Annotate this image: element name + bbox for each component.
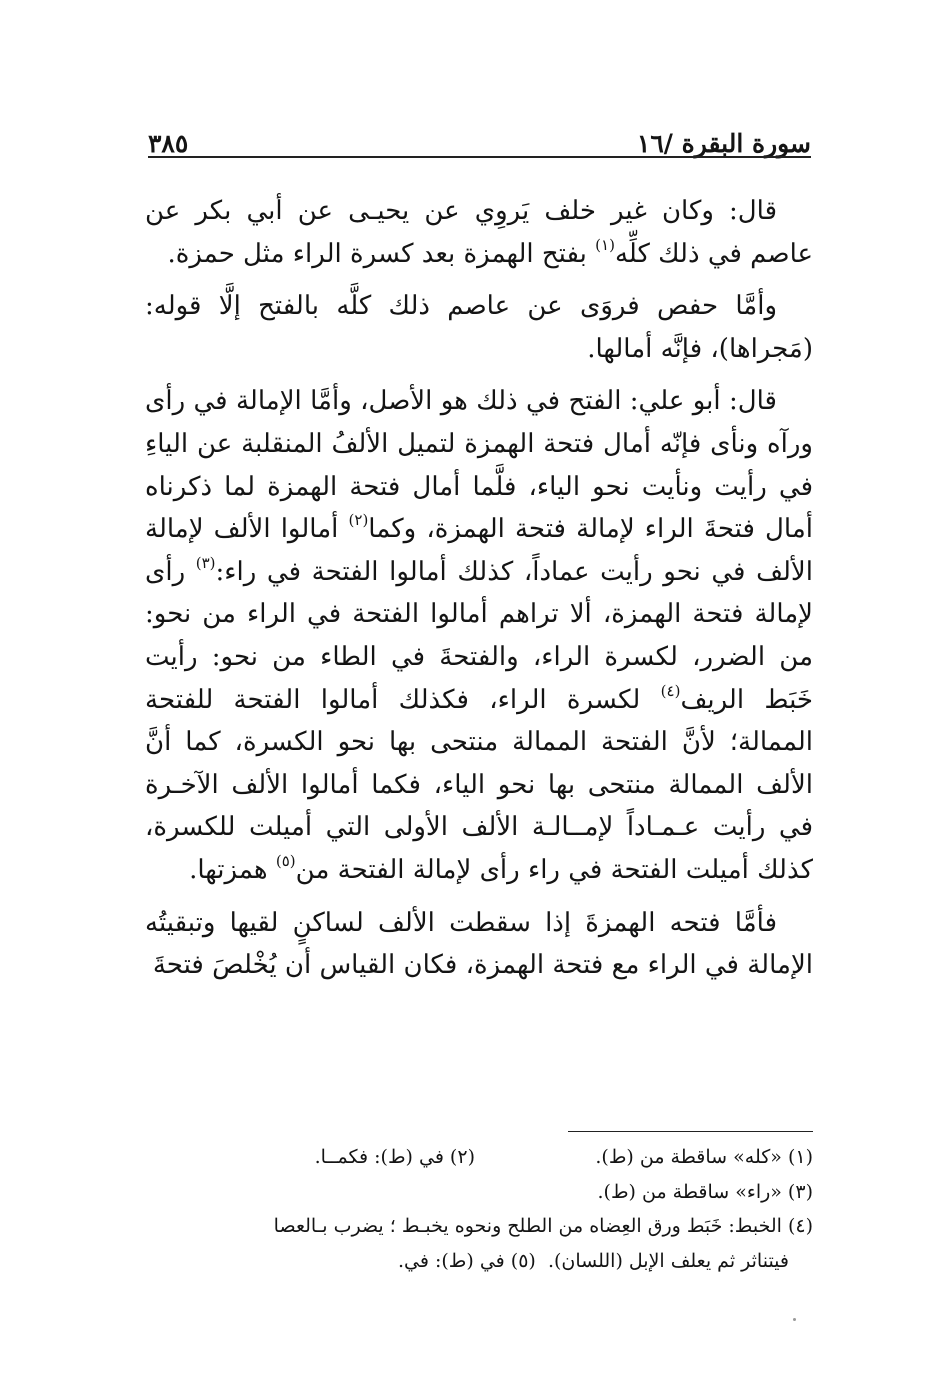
footnote-ref-3: (٣) [195,553,216,572]
footnote-ref-1: (١) [595,235,615,254]
paragraph-4-text: فأمَّا فتحه الهمزةَ إذا سقطت الألف لساكنٍ لقيها وتبقيتُه الإمالة في الراء مع فتحة الهمزة، فكان القياس أن يُخْلصَ فتحةَ [145,907,813,981]
footnote-4-line-2 [140,1244,813,1279]
footnote-3: (٣) «راء» ساقطة من (ط). [597,1180,813,1203]
paragraph-3 [145,380,813,891]
footnote-2: (٢) في (ط): فكمــا. [314,1146,475,1168]
paragraph-3-text-e: همزتها. [189,854,276,885]
footnote-1: (١) «كله» ساقطة من (ط). [595,1146,813,1168]
paragraph-4 [145,902,813,987]
footnote-rule [568,1131,813,1132]
running-title: سورة البقرة /١٦ [636,129,811,158]
scan-speck [793,1318,796,1321]
paragraph-3-text-a: قال: أبو علي: الفتح في ذلك هو الأصل، وأمَّا الإمالة في رأى ورآه ونأى فإنّه أمال فتحة الهمزة لتميل الألفُ المنقلبة عن الياءِ في رأيت ونأيت نحو الياء، فلَّما أمال فتحة الهمزة لما ذكرناه أمال فتحةَ الراء لإمالة فتحة الهمزة، وكما [145,386,813,545]
paragraph-1 [145,190,813,275]
paragraph-2-text: وأمَّا حفص فروَى عن عاصم ذلك كلَّه بالفتح إلَّا قوله: (مَجراها)، فإنَّه أمالها. [145,291,813,364]
paragraph-1-text-b: بفتح الهمزة بعد كسرة الراء مثل حمزة. [167,238,596,269]
paragraph-2 [145,285,813,370]
main-text [145,190,813,987]
footnote-4-continuation: فيتناثر ثم يعلف الإبل (اللسان). [547,1249,789,1272]
page-number: ٣٨٥ [148,129,189,158]
footnote-ref-5: (٥) [275,851,296,870]
footnote-4-line-1: (٤) الخبط: خَبَط ورق العِضاه من الطلح ونحوه يخبـط ؛ يضرب بـالعصا [273,1215,813,1237]
footnotes [140,1140,813,1278]
paragraph-3-text-b: أمالوا الألف لإمالة الألف في نحو رأيت عماداً، كذلك أمالوا الفتحة في راء: [145,514,813,587]
paragraph-3-text-d: لكسرة الراء، فكذلك أمالوا الفتحة للفتحة الممالة؛ لأنَّ الفتحة الممالة منتحى بها نحو الكسرة، كما أنَّ الألف الممالة منتحى بها نحو الياء، فكما أمالوا الألف الآخـرة في رأيت عـمـاداً لإمــالـة الألف الأولى التي أميلت للكسرة، كذلك أميلت الفتحة في راء رأى لإمالة الفتحة من [145,684,813,885]
footnote-ref-2: (٢) [348,511,369,530]
footnote-5: (٥) في (ط): في. [397,1249,536,1272]
header-rule [148,156,811,158]
page-header [148,118,811,158]
footnote-row-1 [140,1140,813,1175]
paragraph-1-text-a: قال: وكان غير خلف يَروِي عن يحيـى عن أبي بكر عن عاصم في ذلك كلِّه [145,196,813,269]
footnote-ref-4: (٤) [660,681,681,700]
paragraph-3-text-c: رأى لإمالة فتحة الهمزة، ألا تراهم أمالوا الفتحة في الراء من نحو: من الضرر، لكسرة الراء، والفتحةَ في الطاء من نحو: رأيت خَبَط الريف [145,556,813,715]
